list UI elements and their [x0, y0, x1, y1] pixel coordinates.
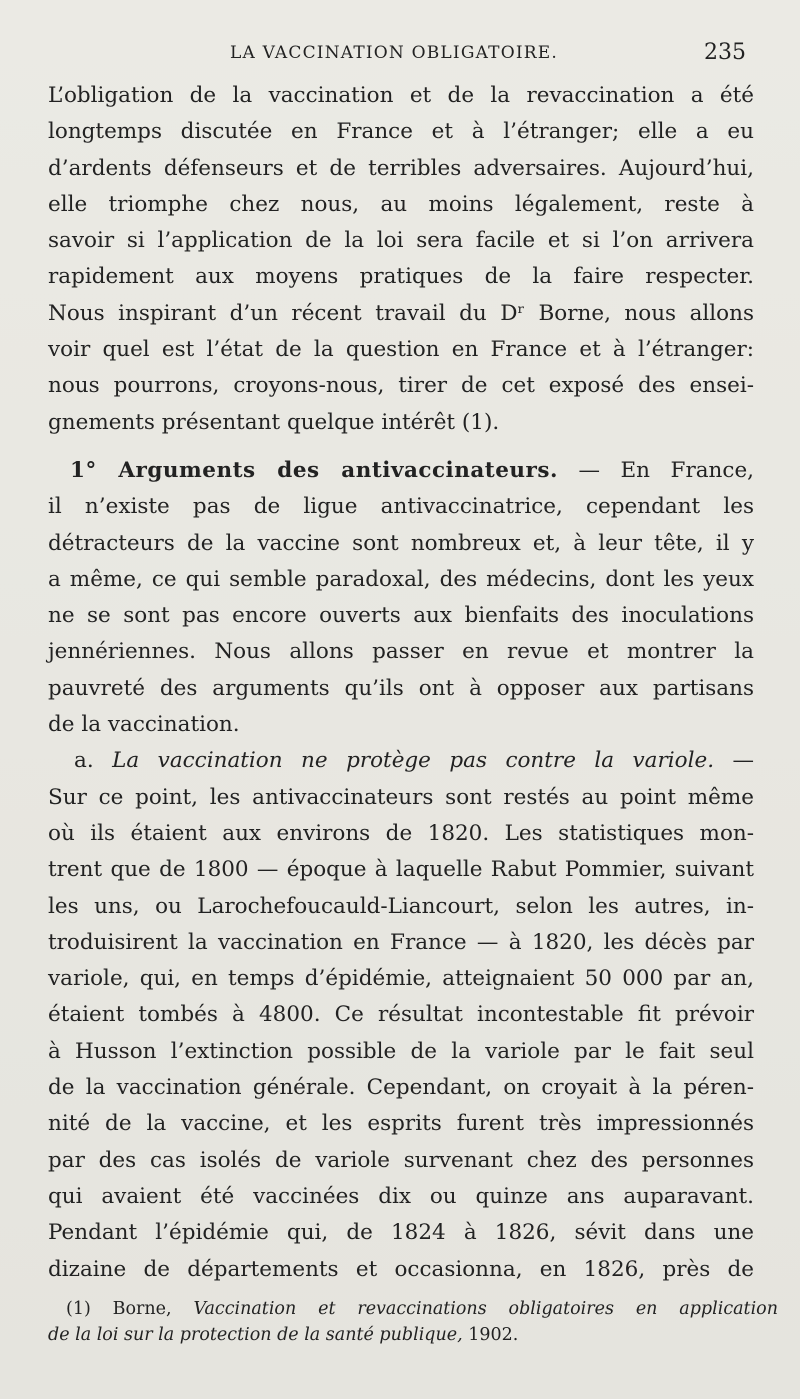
footnote-marker: (1) Borne,: [66, 1299, 194, 1319]
text-line: Sur ce point, les antivaccinateurs sont restés au point même: [48, 784, 754, 810]
text-line: d’ardents défenseurs et de terribles adversaires. Aujourd’hui,: [48, 155, 754, 181]
subsection-heading-line: [48, 743, 754, 779]
text-line: longtemps discutée en France et à l’étranger; elle a eu: [48, 119, 754, 145]
text-line: gnements présentant quelque intérêt (1).: [48, 409, 500, 435]
page-header: [0, 38, 800, 68]
text-line: à Husson l’extinction possible de la variole par le fait seul: [48, 1038, 754, 1064]
footnote-line: [48, 1296, 778, 1322]
body-text: [48, 78, 754, 1288]
text-line: a même, ce qui semble paradoxal, des médecins, dont les yeux: [48, 566, 754, 592]
running-title: LA VACCINATION OBLIGATOIRE.: [230, 43, 558, 63]
text-line: étaient tombés à 4800. Ce résultat incontestable fit prévoir: [48, 1002, 754, 1028]
footnote-line: [48, 1322, 778, 1348]
text-line: jennériennes. Nous allons passer en revue et montrer la: [48, 639, 754, 665]
text-line: de la vaccination.: [48, 712, 240, 738]
section-heading: 1° Arguments des antivaccinateurs.: [70, 457, 558, 483]
text-line: nous pourrons, croyons-nous, tirer de cet exposé des ensei-: [48, 373, 754, 399]
text-line: de la vaccination générale. Cependant, on croyait à la péren-: [48, 1075, 754, 1101]
text-line: rapidement aux moyens pratiques de la faire respecter.: [48, 264, 754, 290]
section-heading-tail: — En France,: [557, 457, 754, 483]
footnote-title: Vaccination et revaccinations obligatoires en application: [193, 1299, 778, 1319]
text-line: détracteurs de la vaccine sont nombreux et, à leur tête, il y: [48, 530, 754, 556]
text-line: nité de la vaccine, et les esprits furent très impressionnés: [48, 1111, 754, 1137]
text-line: L’obligation de la vaccination et de la revaccination a été: [48, 83, 754, 108]
page-number: 235: [704, 40, 746, 65]
text-line: elle triomphe chez nous, au moins légalement, reste à: [48, 191, 754, 217]
section-a: [48, 743, 754, 1287]
text-line: pauvreté des arguments qu’ils ont à opposer aux partisans: [48, 675, 754, 701]
text-line: variole, qui, en temps d’épidémie, atteignaient 50 000 par an,: [48, 966, 754, 992]
subsection-heading-dash: —: [714, 748, 754, 774]
intro-paragraph: [48, 78, 754, 441]
section-heading-line: [48, 453, 754, 489]
section-arguments: [48, 453, 754, 743]
text-line: dizaine de départements et occasionna, en 1826, près de: [48, 1256, 754, 1282]
text-line: Nous inspirant d’un récent travail du Dʳ Borne, nous allons: [48, 300, 754, 326]
footnote-year: 1902.: [462, 1325, 519, 1345]
text-line: savoir si l’application de la loi sera facile et si l’on arrivera: [48, 228, 754, 254]
text-line: Pendant l’épidémie qui, de 1824 à 1826, sévit dans une: [48, 1220, 754, 1246]
text-line: il n’existe pas de ligue antivaccinatrice, cependant les: [48, 494, 754, 520]
text-line: par des cas isolés de variole survenant chez des personnes: [48, 1147, 754, 1173]
text-line: trent que de 1800 — époque à laquelle Rabut Pommier, suivant: [48, 857, 754, 883]
footnote: [48, 1296, 778, 1348]
text-line: où ils étaient aux environs de 1820. Les statistiques mon-: [48, 820, 754, 846]
footnote-title-cont: de la loi sur la protection de la santé publique,: [48, 1325, 463, 1345]
text-line: qui avaient été vaccinées dix ou quinze ans auparavant.: [48, 1183, 754, 1209]
subsection-marker: a.: [74, 748, 113, 774]
text-line: voir quel est l’état de la question en France et à l’étranger:: [48, 337, 754, 363]
text-line: troduisirent la vaccination en France — à 1820, les décès par: [48, 929, 754, 955]
text-line: ne se sont pas encore ouverts aux bienfaits des inoculations: [48, 603, 754, 629]
text-line: les uns, ou Larochefoucauld-Liancourt, selon les autres, in-: [48, 893, 754, 919]
subsection-heading: La vaccination ne protège pas contre la variole.: [112, 748, 715, 774]
